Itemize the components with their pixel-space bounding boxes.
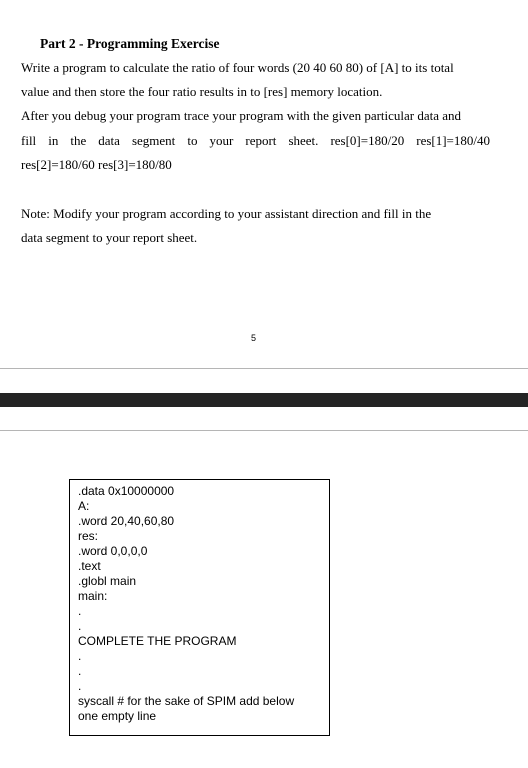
text-word: to (187, 133, 198, 148)
code-line: . (78, 619, 82, 633)
code-line: . (78, 649, 82, 663)
text-word: your (209, 133, 234, 148)
text-word: in (48, 133, 59, 148)
code-line: COMPLETE THE PROGRAM (78, 634, 237, 648)
text-line: value and then store the four ratio results in to [res] memory location. (21, 84, 383, 99)
text-word: segment (131, 133, 176, 148)
page-gap-bar (0, 393, 528, 407)
text-line: data segment to your report sheet. (21, 230, 198, 245)
code-line: .data 0x10000000 (78, 484, 175, 498)
text-word: res[0]=180/20 (330, 133, 405, 148)
code-template-box (69, 479, 330, 736)
text-word: the (70, 133, 87, 148)
text-word: data (98, 133, 120, 148)
code-line: .word 0,0,0,0 (78, 544, 148, 558)
code-line: A: (78, 499, 90, 513)
text-word: res[1]=180/40 (416, 133, 490, 148)
text-word: fill (21, 133, 37, 148)
page-separator-bottom (0, 430, 528, 431)
text-line: Note: Modify your program according to your assistant direction and fill in the (21, 206, 432, 221)
code-line: .word 20,40,60,80 (78, 514, 175, 528)
text-word: report (245, 133, 277, 148)
code-line: .globl main (78, 574, 137, 588)
text-line: After you debug your program trace your program with the given particular data and (21, 108, 462, 123)
page-number: 5 (251, 333, 257, 343)
code-line: main: (78, 589, 108, 603)
section-heading: Part 2 - Programming Exercise (40, 36, 220, 51)
code-line: . (78, 664, 82, 678)
code-line: . (78, 679, 82, 693)
code-line: . (78, 604, 82, 618)
page-separator-top (0, 368, 528, 369)
document-page (0, 0, 528, 368)
code-line: syscall # for the sake of SPIM add below (78, 694, 295, 708)
code-line: one empty line (78, 709, 157, 723)
text-line: res[2]=180/60 res[3]=180/80 (21, 157, 172, 172)
code-line: res: (78, 529, 99, 543)
code-line: .text (78, 559, 101, 573)
text-line (21, 133, 490, 149)
text-line: Write a program to calculate the ratio of four words (20 40 60 80) of [A] to its total (21, 60, 454, 75)
text-word: sheet. (288, 133, 319, 148)
